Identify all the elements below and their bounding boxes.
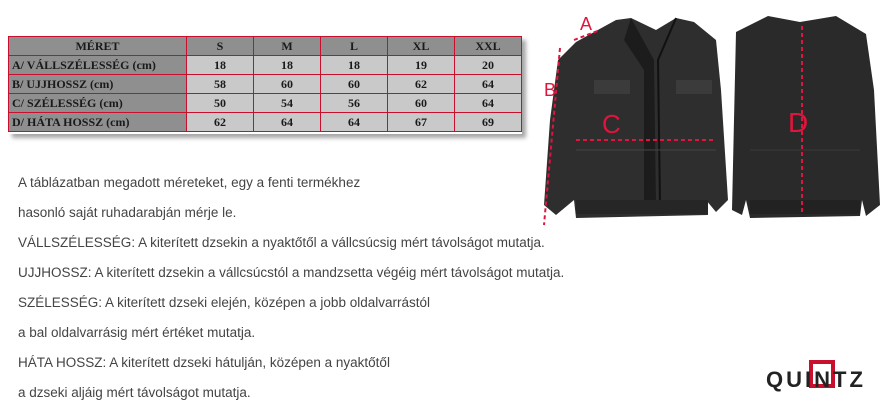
back-length-text: : A kiterített dzseki hátulján, középen a nyaktőtől — [102, 355, 390, 370]
table-cell: 60 — [254, 75, 321, 94]
size-table — [8, 36, 522, 132]
label-a: A — [580, 14, 593, 34]
label-d: D — [788, 107, 809, 138]
table-cell: 58 — [187, 75, 254, 94]
back-length-description — [18, 355, 390, 370]
table-cell: 56 — [321, 94, 388, 113]
table-row — [9, 94, 522, 113]
table-cell: 18 — [321, 56, 388, 75]
table-cell: 69 — [455, 113, 522, 132]
back-length-term: HÁTA HOSSZ — [18, 355, 103, 370]
table-row — [9, 75, 522, 94]
row-label: A/ VÁLLSZÉLESSÉG (cm) — [9, 56, 187, 75]
header-cell-size: MÉRET — [9, 37, 187, 56]
intro-line-1: A táblázatban megadott méreteket, egy a fenti termékhez — [18, 175, 361, 190]
table-cell: 62 — [388, 75, 455, 94]
row-label: C/ SZÉLESSÉG (cm) — [9, 94, 187, 113]
table-cell: 62 — [187, 113, 254, 132]
width-text: : A kiterített dzseki elején, középen a jobb oldalvarrástól — [98, 295, 430, 310]
table-cell: 64 — [455, 94, 522, 113]
table-cell: 60 — [321, 75, 388, 94]
label-b: B — [544, 80, 557, 100]
width-description-line-2: a bal oldalvarrásig mért értéket mutatja. — [18, 325, 256, 340]
width-description — [18, 295, 430, 310]
sleeve-length-term: UJJHOSSZ — [18, 265, 88, 280]
header-cell-l: L — [321, 37, 388, 56]
header-cell-xxl: XXL — [455, 37, 522, 56]
label-c: C — [602, 109, 621, 139]
table-cell: 18 — [254, 56, 321, 75]
header-cell-s: S — [187, 37, 254, 56]
table-cell: 54 — [254, 94, 321, 113]
header-cell-xl: XL — [388, 37, 455, 56]
table-cell: 64 — [254, 113, 321, 132]
table-row — [9, 113, 522, 132]
width-term: SZÉLESSÉG — [18, 295, 99, 310]
header-cell-m: M — [254, 37, 321, 56]
sleeve-length-description — [18, 265, 564, 280]
row-label: D/ HÁTA HOSSZ (cm) — [9, 113, 187, 132]
shoulder-width-text: : A kiterített dzsekin a nyaktőtől a vállcsúcsig mért távolságot mutatja. — [131, 235, 545, 250]
table-cell: 60 — [388, 94, 455, 113]
shoulder-width-term: VÁLLSZÉLESSÉG — [18, 235, 132, 250]
quintz-logo — [766, 360, 886, 400]
size-table-container — [8, 36, 522, 134]
table-cell: 64 — [321, 113, 388, 132]
jacket-front-image — [544, 18, 728, 218]
sleeve-length-text: : A kiterített dzsekin a vállcsúcstól a mandzsetta végéig mért távolságot mutatja. — [87, 265, 565, 280]
back-length-description-line-2: a dzseki aljáig mért távolságot mutatja. — [18, 385, 251, 400]
table-header-row — [9, 37, 522, 56]
table-cell: 20 — [455, 56, 522, 75]
table-cell: 19 — [388, 56, 455, 75]
table-cell: 64 — [455, 75, 522, 94]
table-cell: 67 — [388, 113, 455, 132]
table-cell: 18 — [187, 56, 254, 75]
logo-text: QUINTZ — [766, 367, 866, 392]
table-row — [9, 56, 522, 75]
row-label: B/ UJJHOSSZ (cm) — [9, 75, 187, 94]
intro-line-2: hasonló saját ruhadarabján mérje le. — [18, 205, 237, 220]
jacket-illustration — [536, 0, 888, 240]
shoulder-width-description — [18, 235, 545, 250]
table-cell: 50 — [187, 94, 254, 113]
